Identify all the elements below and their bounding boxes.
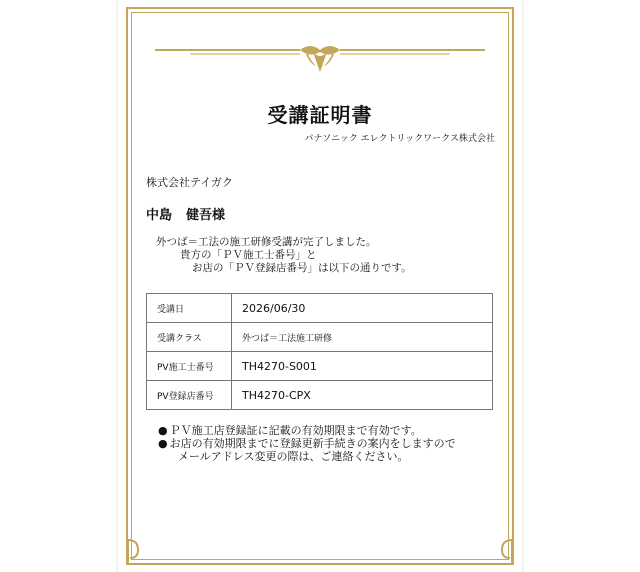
bullet-icon: ● bbox=[158, 437, 168, 450]
completion-message bbox=[146, 236, 412, 275]
table-value: 外つば＝工法施工研修 bbox=[232, 323, 493, 352]
frame-inner-border bbox=[131, 12, 509, 560]
bullet-icon: ● bbox=[158, 424, 168, 437]
issuer-name: パナソニック エレクトリックワークス株式会社 bbox=[304, 134, 495, 144]
table-value: TH4270-S001 bbox=[232, 352, 493, 381]
notes bbox=[158, 424, 456, 463]
bottom-right-corner-ornament bbox=[474, 536, 514, 566]
message-line-3: お店の「ＰＶ登録店番号」は以下の通りです。 bbox=[192, 262, 412, 274]
company-name: 株式会社テイガク bbox=[146, 176, 233, 189]
table-row bbox=[147, 381, 493, 410]
recipient-name bbox=[146, 204, 225, 223]
table-row bbox=[147, 294, 493, 323]
note-text-1: ＰＶ施工店登録証に記載の有効期限まで有効です。 bbox=[169, 424, 422, 437]
message-line-1: 外つば＝工法の施工研修受講が完了しました。 bbox=[156, 236, 377, 248]
table-value: TH4270-CPX bbox=[232, 381, 493, 410]
table-value: 2026/06/30 bbox=[232, 294, 493, 323]
table-row bbox=[147, 352, 493, 381]
message-line-2: 貴方の「ＰＶ施工士番号」と bbox=[180, 249, 317, 261]
note-line-3: メールアドレス変更の際は、ご連絡ください。 bbox=[178, 450, 409, 463]
table-row bbox=[147, 323, 493, 352]
table-label: PV施工士番号 bbox=[147, 352, 232, 381]
recipient-given-name: 健吾様 bbox=[186, 208, 226, 223]
note-line-2 bbox=[158, 437, 456, 450]
certificate-info-table bbox=[146, 293, 493, 410]
bottom-left-corner-ornament bbox=[126, 536, 166, 566]
top-ornament bbox=[150, 38, 490, 78]
table-label: 受講クラス bbox=[147, 323, 232, 352]
certificate-title: 受講証明書 bbox=[267, 103, 373, 127]
note-line-1 bbox=[158, 424, 456, 437]
table-label: PV登録店番号 bbox=[147, 381, 232, 410]
recipient-surname: 中島 bbox=[146, 208, 173, 223]
note-text-2: お店の有効期限までに登録更新手続きの案内をしますので bbox=[169, 437, 456, 450]
table-label: 受講日 bbox=[147, 294, 232, 323]
